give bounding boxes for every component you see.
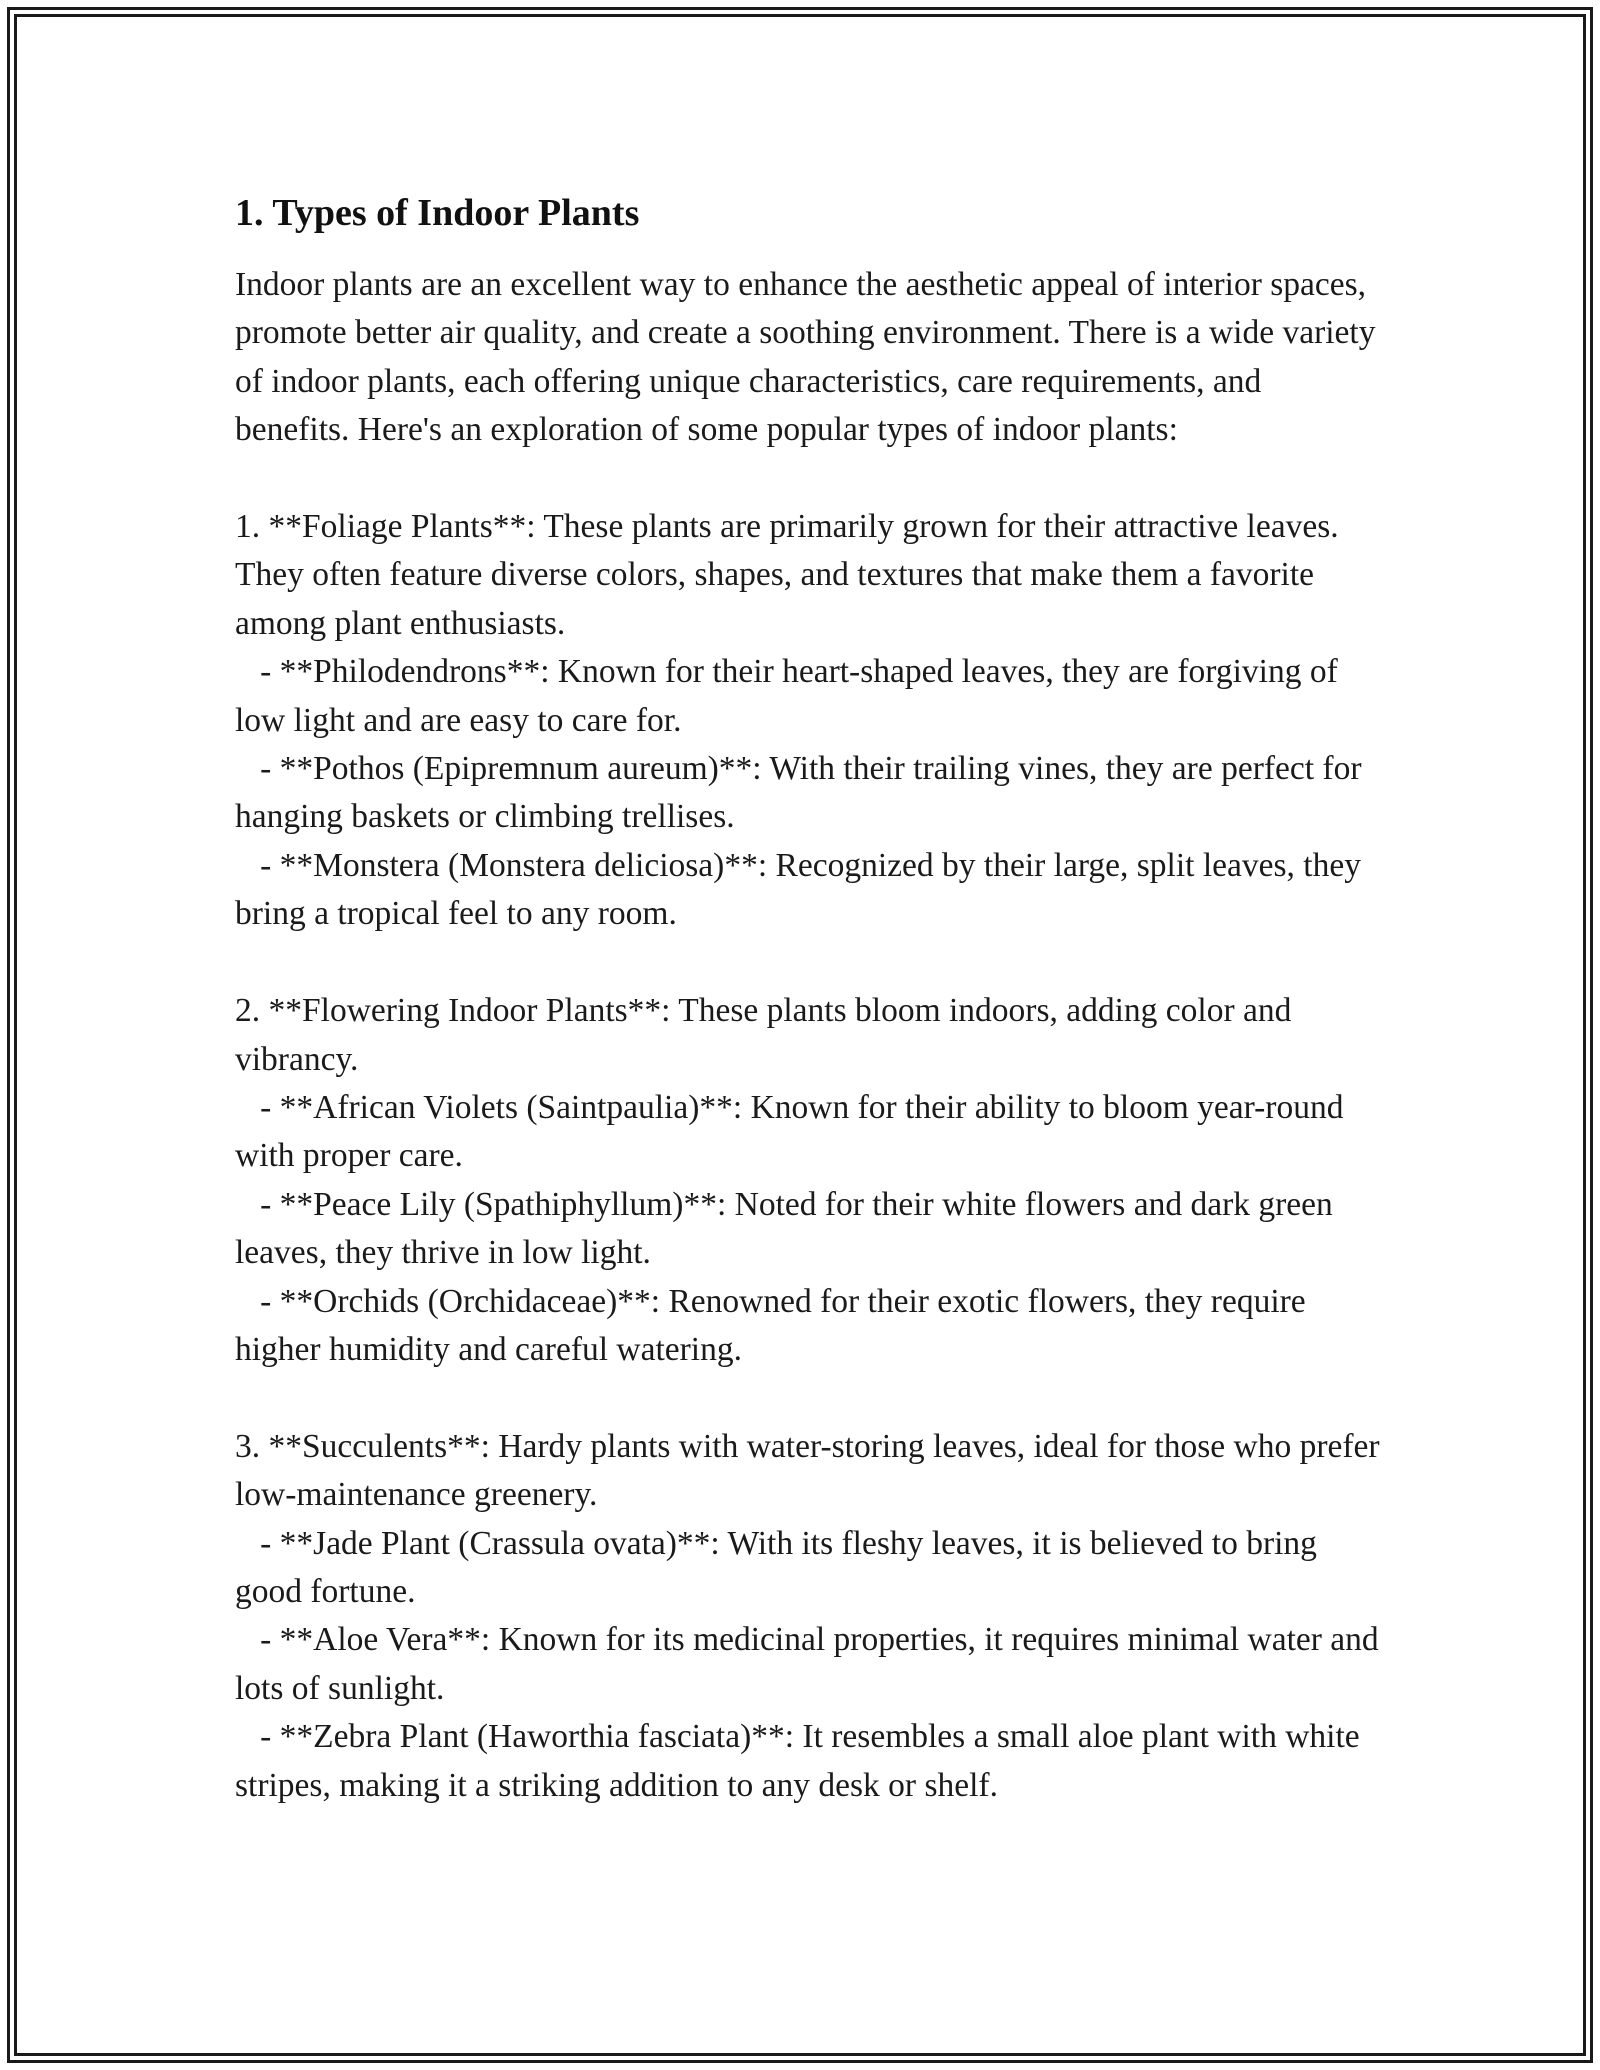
section-heading: 1. Types of Indoor Plants — [235, 192, 640, 234]
section-body-text: Indoor plants are an excellent way to enhance the aesthetic appeal of interior spaces, promote better air quality, and create a soothing environment. There is a wide variety of indoor plants, each offering unique characteristics, care requirements, and benefits. Here's an exploration of some popular types of indoor plants: 1. **Foliage Plants**: These plants are primarily grown for their attractive leaves. They often feature diverse colors, shapes, and textures that make them a favorite among plant enthusiasts. - **Philodendrons**: Known for their heart-shaped leaves, they are forgiving of low light and are easy to care for. - **Pothos (Epipremnum aureum)**: With their trailing vines, they are perfect for hanging baskets or climbing trellises. - **Monstera (Monstera deliciosa)**: Recognized by their large, split leaves, they bring a tropical feel to any room. 2. **Flowering Indoor Plants**: These plants bloom indoors, adding color and vibrancy. - **African Violets (Saintpaulia)**: Known for their ability to bloom year-round with proper care. - **Peace Lily (Spathiphyllum)**: Noted for their white flowers and dark green leaves, they thrive in low light. - **Orchids (Orchidaceae)**: Renowned for their exotic flowers, they require higher humidity and careful watering. 3. **Succulents**: Hardy plants with water-storing leaves, ideal for those who prefer low-maintenance greenery. - **Jade Plant (Crassula ovata)**: With its fleshy leaves, it is believed to bring good fortune. - **Aloe Vera**: Known for its medicinal properties, it requires minimal water and lots of sunlight. - **Zebra Plant (Haworthia fasciata)**: It resembles a small aloe plant with white stripes, making it a striking addition to any desk or shelf. — [235, 266, 1380, 1804]
document-content — [235, 185, 1380, 1810]
